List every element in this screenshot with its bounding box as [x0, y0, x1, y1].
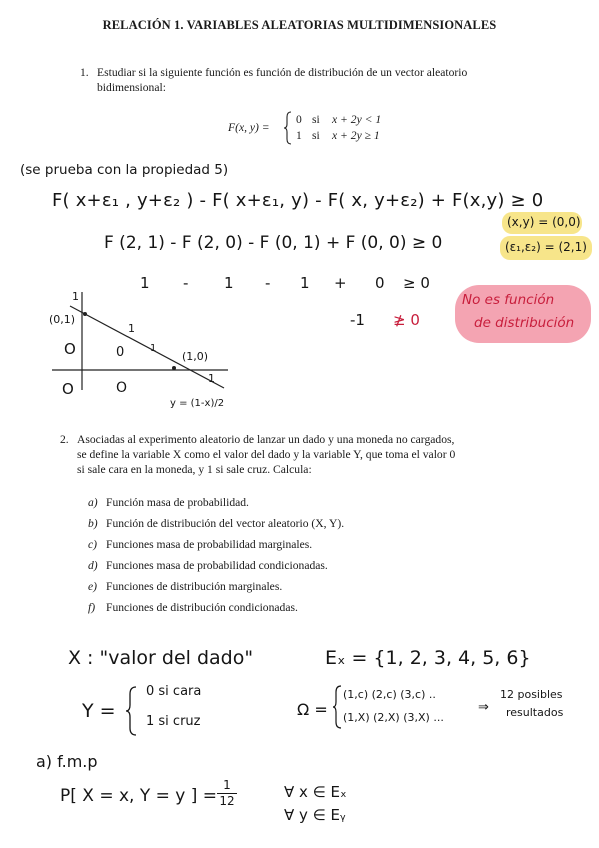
formula-lhs: F(x, y) =: [228, 121, 270, 134]
sketch-line-label: y = (1-x)/2: [170, 398, 225, 409]
property-inequality: F( x+ε₁ , y+ε₂ ) - F( x+ε₁, y) - F( x, y+ε₂) + F(x,y) ≥ 0: [52, 190, 544, 211]
item-letter: d): [88, 559, 98, 572]
value-5: 1: [300, 274, 310, 292]
fraction-numerator: 1: [223, 778, 231, 792]
problem2-line2: se define la variable X como el valor del dado y la variable Y, que toma el valor 0: [77, 448, 456, 461]
item-letter: a): [88, 496, 98, 509]
outcomes-line1: 12 posibles: [500, 688, 563, 701]
sketch-zero-mid-lower: O: [116, 380, 128, 396]
item-text: Funciones de distribución condicionadas.: [106, 601, 298, 614]
probability-expression: P[ X = x, Y = y ] =: [60, 786, 218, 806]
item-letter: c): [88, 538, 98, 551]
value-8: ≥ 0: [403, 274, 430, 292]
problem1-number: 1.: [80, 66, 89, 79]
list-item: [88, 580, 344, 601]
sketch-label-point-right: (1,0): [182, 350, 209, 363]
omega-row2: (1,X) (2,X) (3,X) ...: [343, 711, 444, 724]
page-title: RELACIÓN 1. VARIABLES ALEATORIAS MULTIDIMENSIONALES: [102, 18, 497, 32]
item-letter: e): [88, 580, 98, 593]
item-text: Función de distribución del vector aleatorio (X, Y).: [106, 517, 345, 530]
y-case2: 1 si cruz: [146, 714, 201, 729]
sketch-label-mid-one: 1: [128, 322, 135, 335]
omega-row1: (1,c) (2,c) (3,c) ..: [343, 688, 436, 701]
case1-si: si: [312, 113, 320, 126]
epsilon-note: (ε₁,ε₂) = (2,1): [505, 240, 587, 254]
formula-brace: [283, 111, 293, 145]
value-3: 1: [224, 274, 234, 292]
item-letter: b): [88, 517, 98, 530]
conclusion-line1: No es función: [462, 292, 555, 308]
sketch-zero-left-upper: O: [64, 340, 76, 358]
probability-fraction: [216, 779, 238, 808]
list-item: [88, 538, 344, 559]
list-item: [88, 496, 344, 517]
y-brace: [124, 685, 138, 737]
implies-arrow: ⇒: [478, 700, 489, 715]
item-text: Funciones masa de probabilidad condicionadas.: [106, 559, 328, 572]
case2-condition: x + 2y ≥ 1: [332, 129, 380, 142]
problem2-item-list: [88, 496, 344, 622]
problem2-number: 2.: [60, 433, 69, 446]
fraction-denominator: 12: [219, 794, 235, 808]
sketch-zero-left-lower: O: [62, 380, 74, 398]
item-text: Función masa de probabilidad.: [106, 496, 249, 509]
omega-lhs: Ω =: [297, 700, 328, 719]
substitution-inequality: F (2, 1) - F (2, 0) - F (0, 1) + F (0, 0) ≥ 0: [104, 233, 443, 253]
case2-value: 1: [296, 129, 302, 142]
value-7: 0: [375, 274, 385, 292]
sketch-label-top-one: 1: [72, 290, 79, 303]
sketch-zero-mid-upper: 0: [116, 345, 125, 360]
ex-definition: Eₓ = {1, 2, 3, 4, 5, 6}: [325, 647, 531, 669]
omega-brace: [331, 684, 343, 730]
forall-x: ∀ x ∈ Eₓ: [284, 783, 347, 801]
result-value: -1: [350, 311, 365, 329]
outcomes-line2: resultados: [506, 706, 564, 719]
hint-note: (se prueba con la propiedad 5): [20, 162, 229, 178]
problem1-text-line1: Estudiar si la siguiente función es función de distribución de un vector aleatorio: [97, 66, 468, 79]
y-case1: 0 si cara: [146, 684, 202, 699]
x-definition: X : "valor del dado": [68, 647, 254, 669]
sketch-label-axis-one: 1: [208, 372, 215, 385]
item-text: Funciones masa de probabilidad marginales.: [106, 538, 313, 551]
problem2-line1: Asociadas al experimento aleatorio de lanzar un dado y una moneda no cargados,: [77, 433, 455, 446]
value-2: -: [183, 274, 189, 292]
item-letter: f): [88, 601, 96, 614]
point-note: (x,y) = (0,0): [507, 215, 581, 229]
sketch-label-point-top: (0,1): [49, 313, 76, 326]
problem1-formula: [228, 111, 408, 145]
problem1-text-line2: bidimensional:: [97, 81, 166, 94]
part-a-label: a) f.m.p: [36, 752, 98, 771]
case1-condition: x + 2y < 1: [332, 113, 382, 126]
case2-si: si: [312, 129, 320, 142]
conclusion-line2: de distribución: [474, 315, 575, 331]
y-lhs: Y =: [82, 700, 116, 722]
sketch-label-right-one: 1: [150, 343, 157, 354]
value-4: -: [265, 274, 271, 292]
problem2-line3: si sale cara en la moneda, y 1 si sale cruz. Calcula:: [77, 463, 312, 476]
value-6: +: [334, 274, 347, 292]
result-symbol: ≱ 0: [393, 311, 420, 329]
item-text: Funciones de distribución marginales.: [106, 580, 283, 593]
list-item: [88, 559, 344, 580]
list-item: [88, 517, 344, 538]
value-1: 1: [140, 274, 150, 292]
forall-y: ∀ y ∈ Eᵧ: [284, 806, 346, 824]
case1-value: 0: [296, 113, 302, 126]
list-item: [88, 601, 344, 622]
